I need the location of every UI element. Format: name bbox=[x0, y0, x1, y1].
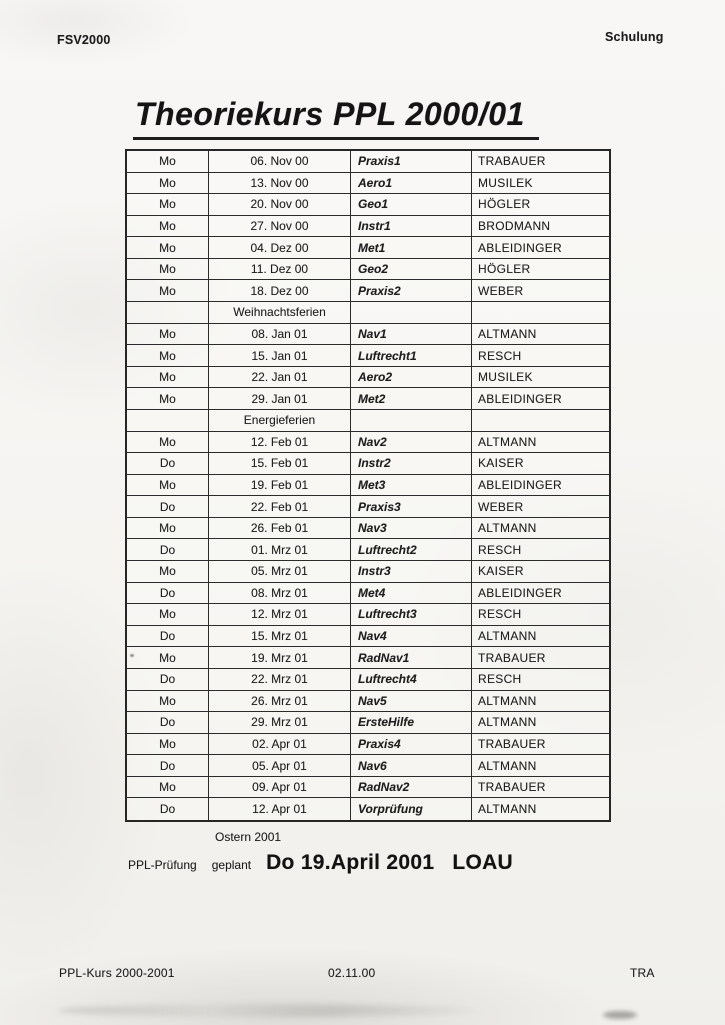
cell-day: Mo bbox=[127, 367, 209, 388]
cell-date: 09. Apr 01 bbox=[209, 777, 351, 798]
cell-subject: Met2 bbox=[351, 388, 472, 409]
cell-day: Mo bbox=[127, 259, 209, 280]
cell-instructor: ALTMANN bbox=[478, 326, 537, 341]
header-section-label: Schulung bbox=[605, 30, 664, 44]
cell-subject: Luftrecht1 bbox=[351, 345, 472, 366]
table-row bbox=[127, 324, 609, 346]
table-row bbox=[127, 518, 609, 540]
cell-day: Do bbox=[127, 539, 209, 560]
cell-instructor: KAISER bbox=[478, 564, 524, 579]
footer-date: 02.11.00 bbox=[328, 966, 376, 980]
cell-subject: Luftrecht2 bbox=[351, 539, 472, 560]
cell-date: 29. Mrz 01 bbox=[209, 712, 351, 733]
table-row bbox=[127, 345, 609, 367]
scan-smudge bbox=[58, 1004, 478, 1017]
cell-subject: RadNav1 bbox=[351, 647, 472, 668]
cell-date: 02. Apr 01 bbox=[209, 734, 351, 755]
cell-instructor: MUSILEK bbox=[478, 175, 533, 190]
cell-instructor bbox=[472, 302, 609, 323]
cell-date: 26. Feb 01 bbox=[209, 518, 351, 539]
table-row bbox=[127, 777, 609, 799]
cell-day: Do bbox=[127, 755, 209, 776]
header-app-label: FSV2000 bbox=[57, 33, 111, 47]
cell-instructor: ABLEIDINGER bbox=[478, 477, 562, 492]
cell-instructor: HÖGLER bbox=[478, 262, 531, 277]
table-row bbox=[127, 151, 609, 173]
cell-date: 12. Apr 01 bbox=[209, 798, 351, 820]
cell-day bbox=[127, 410, 209, 431]
cell-instructor: ALTMANN bbox=[478, 802, 537, 817]
cell-subject: Praxis4 bbox=[351, 734, 472, 755]
cell-day: Do bbox=[127, 712, 209, 733]
table-row bbox=[127, 755, 609, 777]
cell-subject bbox=[351, 302, 472, 323]
cell-instructor: ABLEIDINGER bbox=[478, 240, 562, 255]
cell-date: 22. Feb 01 bbox=[209, 496, 351, 517]
cell-instructor: ALTMANN bbox=[478, 693, 537, 708]
cell-subject: Geo2 bbox=[351, 259, 472, 280]
cell-day: Do bbox=[127, 453, 209, 474]
table-row bbox=[127, 647, 609, 669]
cell-instructor: ABLEIDINGER bbox=[478, 585, 562, 600]
table-row bbox=[127, 626, 609, 648]
table-row bbox=[127, 194, 609, 216]
cell-date: 01. Mrz 01 bbox=[209, 539, 351, 560]
cell-subject: Praxis2 bbox=[351, 280, 472, 301]
table-row bbox=[127, 798, 609, 820]
cell-subject: Met1 bbox=[351, 237, 472, 258]
cell-instructor: RESCH bbox=[478, 542, 522, 557]
cell-instructor: RESCH bbox=[478, 607, 522, 622]
cell-date: 08. Mrz 01 bbox=[209, 583, 351, 604]
cell-instructor: RESCH bbox=[478, 672, 522, 687]
cell-day: Mo bbox=[127, 280, 209, 301]
cell-date: 11. Dez 00 bbox=[209, 259, 351, 280]
footer-initials: TRA bbox=[630, 966, 655, 980]
cell-date: 29. Jan 01 bbox=[209, 388, 351, 409]
table-row bbox=[127, 388, 609, 410]
cell-date: 15. Mrz 01 bbox=[209, 626, 351, 647]
exam-label: PPL-Prüfung bbox=[128, 858, 197, 872]
cell-date: 13. Nov 00 bbox=[209, 173, 351, 194]
cell-subject: Met3 bbox=[351, 475, 472, 496]
cell-day: Do bbox=[127, 626, 209, 647]
table-row bbox=[127, 259, 609, 281]
cell-day: Mo bbox=[127, 173, 209, 194]
table-row bbox=[127, 496, 609, 518]
table-row bbox=[127, 216, 609, 238]
cell-instructor: WEBER bbox=[478, 283, 524, 298]
cell-date: 19. Mrz 01 bbox=[209, 647, 351, 668]
cell-subject: ErsteHilfe bbox=[351, 712, 472, 733]
cell-instructor: ALTMANN bbox=[478, 521, 537, 536]
cell-instructor: RESCH bbox=[478, 348, 522, 363]
cell-date: 22. Jan 01 bbox=[209, 367, 351, 388]
table-row bbox=[127, 280, 609, 302]
cell-subject bbox=[351, 410, 472, 431]
cell-subject: Praxis3 bbox=[351, 496, 472, 517]
cell-date: 05. Apr 01 bbox=[209, 755, 351, 776]
table-row bbox=[127, 561, 609, 583]
table-row bbox=[127, 604, 609, 626]
cell-subject: Luftrecht4 bbox=[351, 669, 472, 690]
table-row bbox=[127, 475, 609, 497]
cell-subject: Nav2 bbox=[351, 432, 472, 453]
cell-day: Do bbox=[127, 669, 209, 690]
cell-subject: RadNav2 bbox=[351, 777, 472, 798]
cell-subject: Nav4 bbox=[351, 626, 472, 647]
cell-date: 08. Jan 01 bbox=[209, 324, 351, 345]
cell-date: 05. Mrz 01 bbox=[209, 561, 351, 582]
cell-date: 26. Mrz 01 bbox=[209, 691, 351, 712]
cell-day: Do bbox=[127, 798, 209, 820]
break-row bbox=[127, 302, 609, 324]
cell-subject: Aero1 bbox=[351, 173, 472, 194]
cell-date: 15. Jan 01 bbox=[209, 345, 351, 366]
cell-subject: Vorprüfung bbox=[351, 798, 472, 820]
cell-instructor: TRABAUER bbox=[478, 736, 546, 751]
cell-day: Mo bbox=[127, 777, 209, 798]
cell-subject: Nav3 bbox=[351, 518, 472, 539]
cell-day: Mo bbox=[127, 518, 209, 539]
cell-date: 15. Feb 01 bbox=[209, 453, 351, 474]
cell-day: Mo bbox=[127, 151, 209, 172]
cell-day: Mo bbox=[127, 345, 209, 366]
easter-note: Ostern 2001 bbox=[215, 830, 282, 844]
cell-date: 22. Mrz 01 bbox=[209, 669, 351, 690]
page-title: Theoriekurs PPL 2000/01 bbox=[133, 96, 539, 140]
cell-day bbox=[127, 302, 209, 323]
cell-instructor: TRABAUER bbox=[478, 650, 546, 665]
table-row bbox=[127, 367, 609, 389]
cell-day: Mo bbox=[127, 604, 209, 625]
table-row bbox=[127, 237, 609, 259]
table-row bbox=[127, 173, 609, 195]
cell-day: Do bbox=[127, 583, 209, 604]
cell-instructor: ALTMANN bbox=[478, 715, 537, 730]
cell-instructor: ALTMANN bbox=[478, 758, 537, 773]
cell-subject: Nav1 bbox=[351, 324, 472, 345]
cell-instructor: TRABAUER bbox=[478, 154, 546, 169]
cell-day: Mo bbox=[127, 432, 209, 453]
exam-status: geplant bbox=[211, 858, 252, 872]
cell-date: 12. Mrz 01 bbox=[209, 604, 351, 625]
cell-day: Mo bbox=[127, 194, 209, 215]
cell-day: Mo bbox=[127, 388, 209, 409]
cell-date: 06. Nov 00 bbox=[209, 151, 351, 172]
cell-date: 18. Dez 00 bbox=[209, 280, 351, 301]
cell-day: Mo bbox=[127, 647, 209, 668]
cell-subject: Luftrecht3 bbox=[351, 604, 472, 625]
cell-subject: Nav6 bbox=[351, 755, 472, 776]
cell-subject: Geo1 bbox=[351, 194, 472, 215]
cell-instructor: WEBER bbox=[478, 499, 524, 514]
cell-instructor: ALTMANN bbox=[478, 434, 537, 449]
cell-date: 19. Feb 01 bbox=[209, 475, 351, 496]
cell-instructor: KAISER bbox=[478, 456, 524, 471]
table-row bbox=[127, 712, 609, 734]
cell-subject: Instr3 bbox=[351, 561, 472, 582]
scan-smudge-small bbox=[603, 1011, 637, 1019]
cell-instructor: HÖGLER bbox=[478, 197, 531, 212]
cell-subject: Instr2 bbox=[351, 453, 472, 474]
cell-instructor: ALTMANN bbox=[478, 629, 537, 644]
cell-date: 04. Dez 00 bbox=[209, 237, 351, 258]
cell-subject: Aero2 bbox=[351, 367, 472, 388]
cell-break-label: Weihnachtsferien bbox=[209, 302, 351, 323]
cell-instructor: ABLEIDINGER bbox=[478, 391, 562, 406]
table-row bbox=[127, 453, 609, 475]
cell-subject: Met4 bbox=[351, 583, 472, 604]
exam-location: LOAU bbox=[452, 851, 514, 874]
schedule-table bbox=[125, 149, 611, 822]
cell-subject: Instr1 bbox=[351, 216, 472, 237]
cell-day: Do bbox=[127, 496, 209, 517]
cell-date: 20. Nov 00 bbox=[209, 194, 351, 215]
cell-day: Mo bbox=[127, 216, 209, 237]
cell-subject: Praxis1 bbox=[351, 151, 472, 172]
scan-speck bbox=[130, 654, 134, 657]
cell-break-label: Energieferien bbox=[209, 410, 351, 431]
cell-date: 12. Feb 01 bbox=[209, 432, 351, 453]
cell-day: Mo bbox=[127, 691, 209, 712]
table-row bbox=[127, 691, 609, 713]
footer-course-label: PPL-Kurs 2000-2001 bbox=[59, 966, 175, 980]
cell-instructor bbox=[472, 410, 609, 431]
cell-instructor: TRABAUER bbox=[478, 780, 546, 795]
exam-date: Do 19.April 2001 bbox=[266, 851, 435, 874]
table-row bbox=[127, 669, 609, 691]
table-row bbox=[127, 539, 609, 561]
exam-line bbox=[128, 851, 513, 875]
table-row bbox=[127, 734, 609, 756]
cell-day: Mo bbox=[127, 734, 209, 755]
cell-instructor: BRODMANN bbox=[478, 219, 551, 234]
cell-day: Mo bbox=[127, 561, 209, 582]
cell-day: Mo bbox=[127, 324, 209, 345]
table-row bbox=[127, 583, 609, 605]
cell-subject: Nav5 bbox=[351, 691, 472, 712]
break-row bbox=[127, 410, 609, 432]
cell-day: Mo bbox=[127, 237, 209, 258]
cell-day: Mo bbox=[127, 475, 209, 496]
cell-date: 27. Nov 00 bbox=[209, 216, 351, 237]
cell-instructor: MUSILEK bbox=[478, 370, 533, 385]
table-row bbox=[127, 432, 609, 454]
